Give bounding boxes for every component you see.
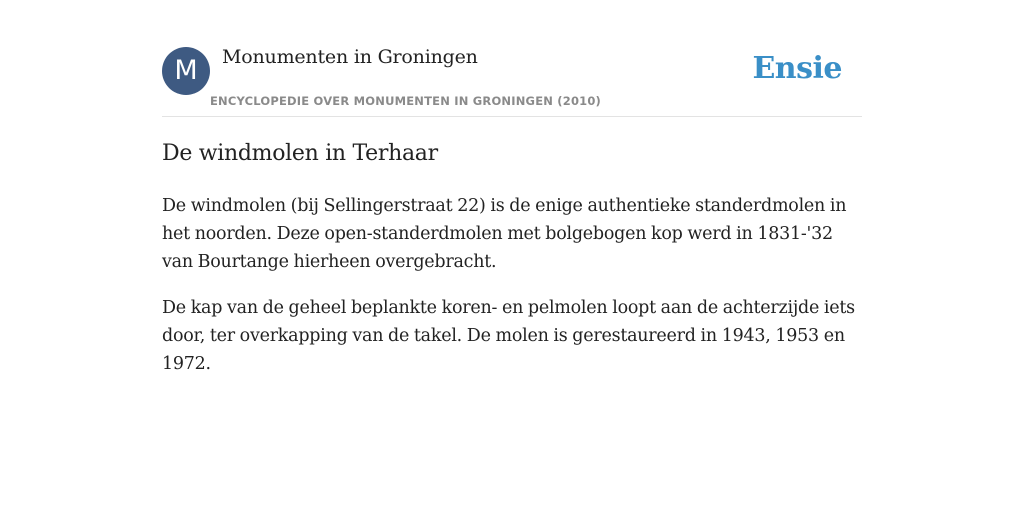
article-title: De windmolen in Terhaar	[162, 141, 438, 166]
article-content	[162, 138, 862, 378]
source-header	[162, 44, 862, 117]
article-paragraph: De windmolen (bij Sellingerstraat 22) is de enige authentieke standerdmolen in het noorden. Deze open-standerdmolen met bolgebogen kop werd in 1831-'32 van Bourtange hierheen overgebracht.	[162, 196, 847, 272]
ensie-logo[interactable]: Ensie	[752, 51, 842, 86]
article-paragraph: De kap van de geheel beplankte koren- en pelmolen loopt aan de achterzijde iets door, ter overkapping van de takel. De molen is gerestaureerd in 1943, 1953 en 1972.	[162, 298, 855, 374]
source-title-link[interactable]: Monumenten in Groningen	[222, 46, 478, 68]
source-subtitle: ENCYCLOPEDIE OVER MONUMENTEN IN GRONINGEN (2010)	[210, 94, 602, 108]
source-avatar[interactable]: M	[162, 47, 210, 95]
